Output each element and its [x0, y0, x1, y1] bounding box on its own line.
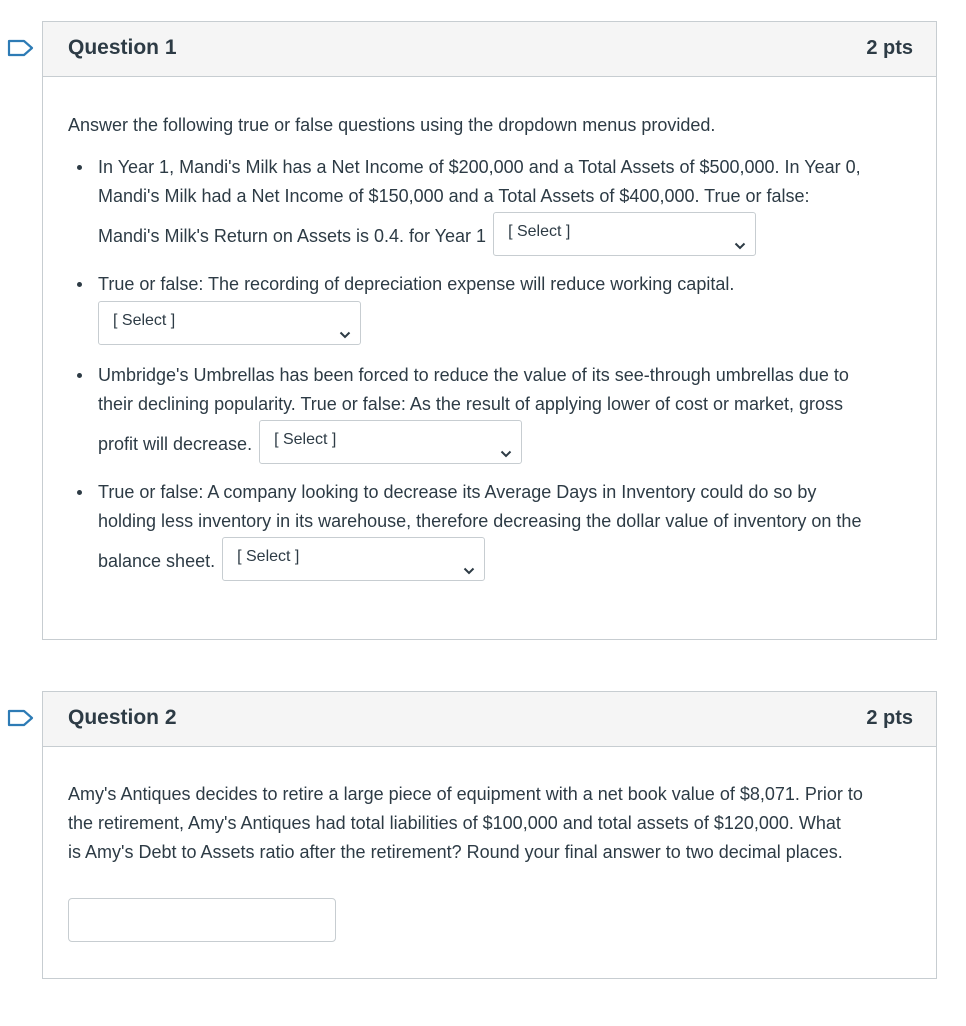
- question-1-statement-list: [68, 153, 914, 581]
- statement-1-select[interactable]: [493, 212, 756, 256]
- statement-3-line-2: their declining popularity. True or false: As the result of applying lower of cost or market, gross: [98, 394, 844, 414]
- statement-3-select[interactable]: [259, 420, 522, 464]
- question-2-card: [42, 691, 937, 979]
- question-2-header: [43, 692, 936, 747]
- question-1-card: [42, 21, 937, 640]
- chevron-down-icon: [500, 438, 512, 467]
- question-1-points: 2 pts: [866, 37, 913, 59]
- statement-2: [68, 270, 914, 347]
- statement-1-line-2: Mandi's Milk had a Net Income of $150,000 and a Total Assets of $400,000. True or false:: [98, 186, 810, 206]
- question-1-title: Question 1: [68, 36, 177, 59]
- flag-question-1-icon[interactable]: [7, 39, 35, 57]
- statement-4-select[interactable]: [222, 537, 485, 581]
- question-2-line-3: is Amy's Debt to Assets ratio after the retirement? Round your final answer to two decimal places.: [68, 842, 843, 862]
- question-1-intro: Answer the following true or false questions using the dropdown menus provided.: [68, 115, 716, 135]
- flag-question-2-icon[interactable]: [7, 709, 35, 727]
- statement-4-select-value: [ Select ]: [237, 548, 300, 565]
- statement-3-line-1: Umbridge's Umbrellas has been forced to reduce the value of its see-through umbrellas due to: [98, 365, 849, 385]
- question-2-line-1: Amy's Antiques decides to retire a large piece of equipment with a net book value of $8,071. Prior to: [68, 784, 863, 804]
- statement-1: [68, 153, 914, 256]
- chevron-down-icon: [463, 555, 475, 584]
- statement-4: [68, 478, 914, 581]
- statement-2-line-1: True or false: The recording of depreciation expense will reduce working capital.: [98, 274, 735, 294]
- statement-1-line-3: Mandi's Milk's Return on Assets is 0.4. for Year 1: [98, 225, 487, 246]
- statement-2-select[interactable]: [98, 301, 361, 345]
- statement-1-line-1: In Year 1, Mandi's Milk has a Net Income of $200,000 and a Total Assets of $500,000. In Year 0,: [98, 157, 861, 177]
- statement-4-line-1: True or false: A company looking to decrease its Average Days in Inventory could do so by: [98, 482, 817, 502]
- statement-3-select-value: [ Select ]: [274, 431, 337, 448]
- question-2-line-2: the retirement, Amy's Antiques had total liabilities of $100,000 and total assets of $120,000. What: [68, 813, 841, 833]
- statement-2-select-value: [ Select ]: [113, 312, 176, 329]
- statement-4-line-3: balance sheet.: [98, 550, 216, 571]
- statement-3: [68, 361, 914, 464]
- statement-1-select-value: [ Select ]: [508, 223, 571, 240]
- question-1-body: [68, 111, 914, 581]
- chevron-down-icon: [734, 230, 746, 259]
- question-2-body: [68, 780, 914, 867]
- question-2-answer-input[interactable]: [68, 898, 336, 942]
- question-2-points: 2 pts: [866, 707, 913, 729]
- statement-3-line-3: profit will decrease.: [98, 433, 253, 454]
- question-1-header: [43, 22, 936, 77]
- chevron-down-icon: [339, 319, 351, 348]
- question-2-title: Question 2: [68, 706, 177, 729]
- statement-4-line-2: holding less inventory in its warehouse, therefore decreasing the dollar value of inventory on the: [98, 511, 862, 531]
